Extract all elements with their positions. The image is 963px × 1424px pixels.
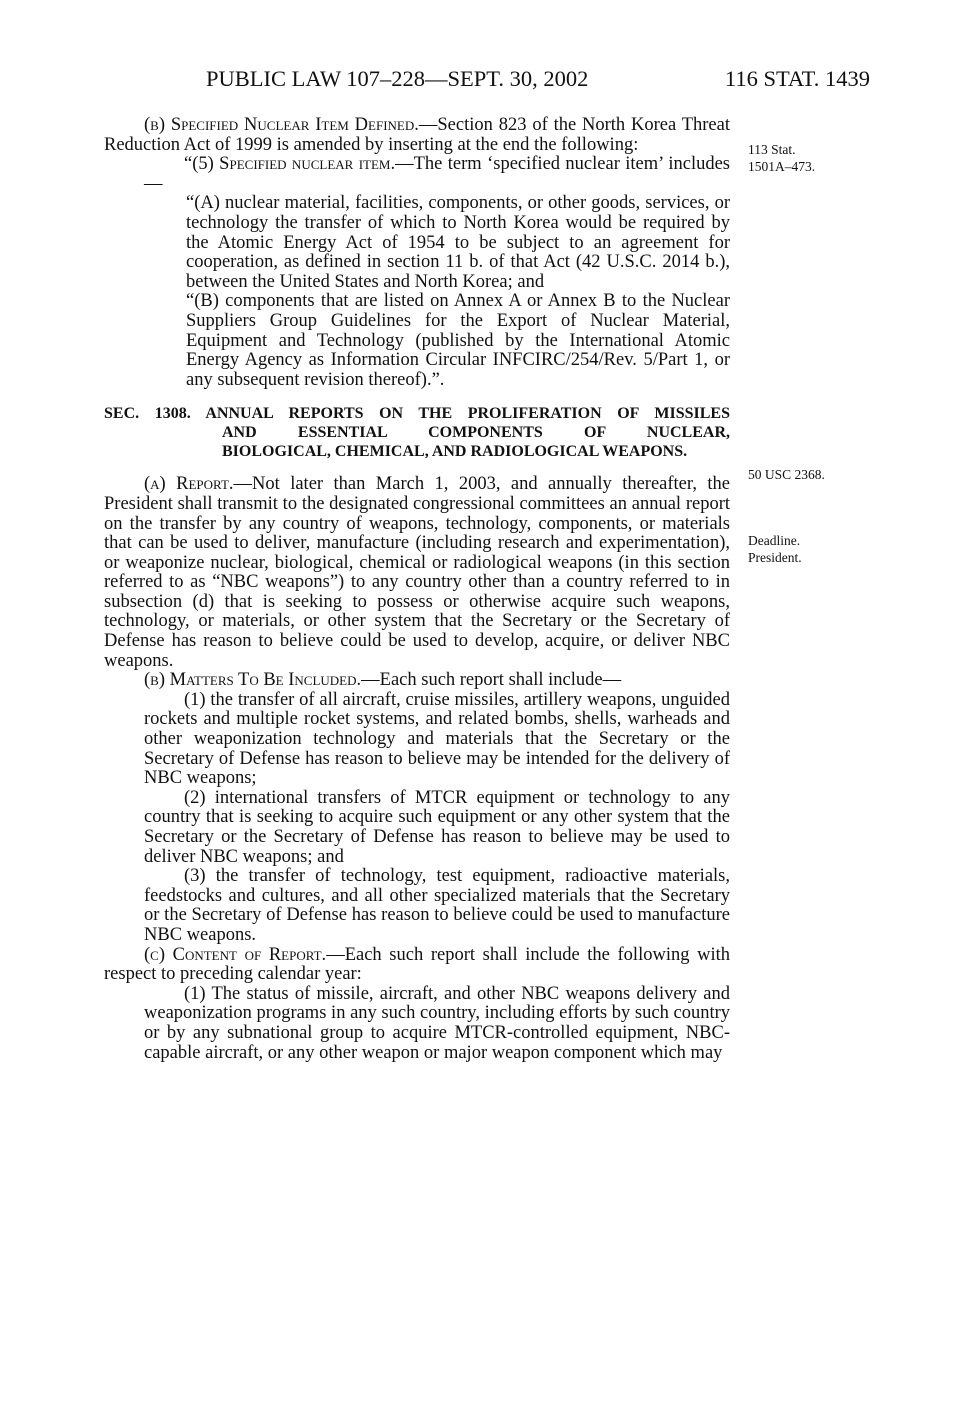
header-public-law: PUBLIC LAW 107–228—SEPT. 30, 2002 <box>206 66 589 91</box>
section-heading-line1: SEC. 1308. ANNUAL REPORTS ON THE PROLIFERATION OF MISSILES <box>104 405 730 423</box>
section-heading-line3: BIOLOGICAL, CHEMICAL, AND RADIOLOGICAL WEAPONS. <box>222 443 688 461</box>
subsection-a-report <box>104 475 730 671</box>
margin-citation <box>748 141 815 175</box>
section-1308-heading <box>104 404 730 461</box>
section-heading-line2: AND ESSENTIAL COMPONENTS OF NUCLEAR, <box>222 424 730 442</box>
subsection-text: —Section 823 of the North Korea Threat Reduction Act of 1999 is amended by inserting at the end the following: <box>104 115 730 155</box>
subsection-heading: (a) Report. <box>144 474 234 495</box>
margin-deadline <box>748 532 802 566</box>
margin-usc: 50 USC 2368. <box>748 467 825 482</box>
subparagraph-B: “(B) components that are listed on Annex A or Annex B to the Nuclear Suppliers Group Guidelines for the Export of Nuclear Material, Equipment and Technology (published by the International Atomic Energy Agency as Information Circular INFCIRC/254/Rev. 5/Part 1, or any subsequent revision thereof).”. <box>186 291 730 390</box>
paragraph-c-1: (1) The status of missile, aircraft, and other NBC weapons delivery and weaponization programs in any such country, including efforts by such country or by any subnational group to acquire MTCR-controlled equipment, NBC-capable aircraft, or any other weapon or major weapon component which may <box>144 983 730 1063</box>
paragraph-text: —The term ‘specified nuclear item’ includes— <box>144 154 730 194</box>
subsection-b-specified-nuclear-item <box>104 116 730 155</box>
statute-text <box>104 116 730 1063</box>
subsection-b-matters-included <box>104 671 730 691</box>
paragraph-b-1: (1) the transfer of all aircraft, cruise missiles, artillery weapons, unguided rockets and multiple rocket systems, and related bombs, shells, warheads and other weaponization technology and materials that the Secretary or the Secretary of Defense has reason to believe may be intended for the delivery of NBC weapons; <box>144 689 730 789</box>
subsection-heading: (b) Matters To Be Included. <box>144 670 362 691</box>
header-stat-page: 116 STAT. 1439 <box>724 66 870 91</box>
margin-citation-line2: 1501A–473. <box>748 159 816 174</box>
margin-president-label: President. <box>748 550 802 565</box>
margin-citation-line1: 113 Stat. <box>748 142 796 157</box>
subparagraph-A: “(A) nuclear material, facilities, components, or other goods, services, or technology the transfer of which to North Korea would be required by the Atomic Energy Act of 1954 to be subject to an agreement for cooperation, as defined in section 11 b. of that Act (42 U.S.C. 2014 b.), between the United States and North Korea; and <box>186 193 730 292</box>
subsection-heading: (c) Content of Report. <box>144 944 327 965</box>
running-header <box>206 64 870 94</box>
subsection-text: —Each such report shall include the following with respect to preceding calendar year: <box>104 944 730 985</box>
margin-deadline-label: Deadline. <box>748 533 801 548</box>
paragraph-b-2: (2) international transfers of MTCR equipment or technology to any country that is seeking to acquire such equipment or any other system that the Secretary or the Secretary of Defense has reason to believe may be used to deliver NBC weapons; and <box>144 787 730 867</box>
paragraph-heading: “(5) Specified nuclear item. <box>184 154 396 175</box>
paragraph-5 <box>104 155 730 194</box>
paragraph-b-3: (3) the transfer of technology, test equipment, radioactive materials, feedstocks and cultures, and all other specialized materials that the Secretary or the Secretary of Defense has reason to believe could be used to manufacture NBC weapons. <box>144 866 730 945</box>
subsection-text: —Each such report shall include— <box>361 670 622 691</box>
subsection-text: —Not later than March 1, 2003, and annually thereafter, the President shall transmit to the designated congressional committees an annual report on the transfer by any country of weapons, technology, components, or materials that can be used to deliver, manufacture (including research and experimentation), or weaponize nuclear, biological, chemical or radiological weapons (in this section referred to as “NBC weapons”) to any country other than a country referred to in subsection (d) that is seeking to possess or otherwise acquire such weapons, technology, or materials, or other system that the Secretary or the Secretary of Defense has reason to believe could be used to develop, acquire, or deliver NBC weapons. <box>104 474 730 671</box>
subsection-heading: (b) Specified Nuclear Item Defined. <box>144 115 419 135</box>
section-heading-continuation <box>104 423 730 461</box>
subsection-c-content-of-report <box>104 946 730 985</box>
